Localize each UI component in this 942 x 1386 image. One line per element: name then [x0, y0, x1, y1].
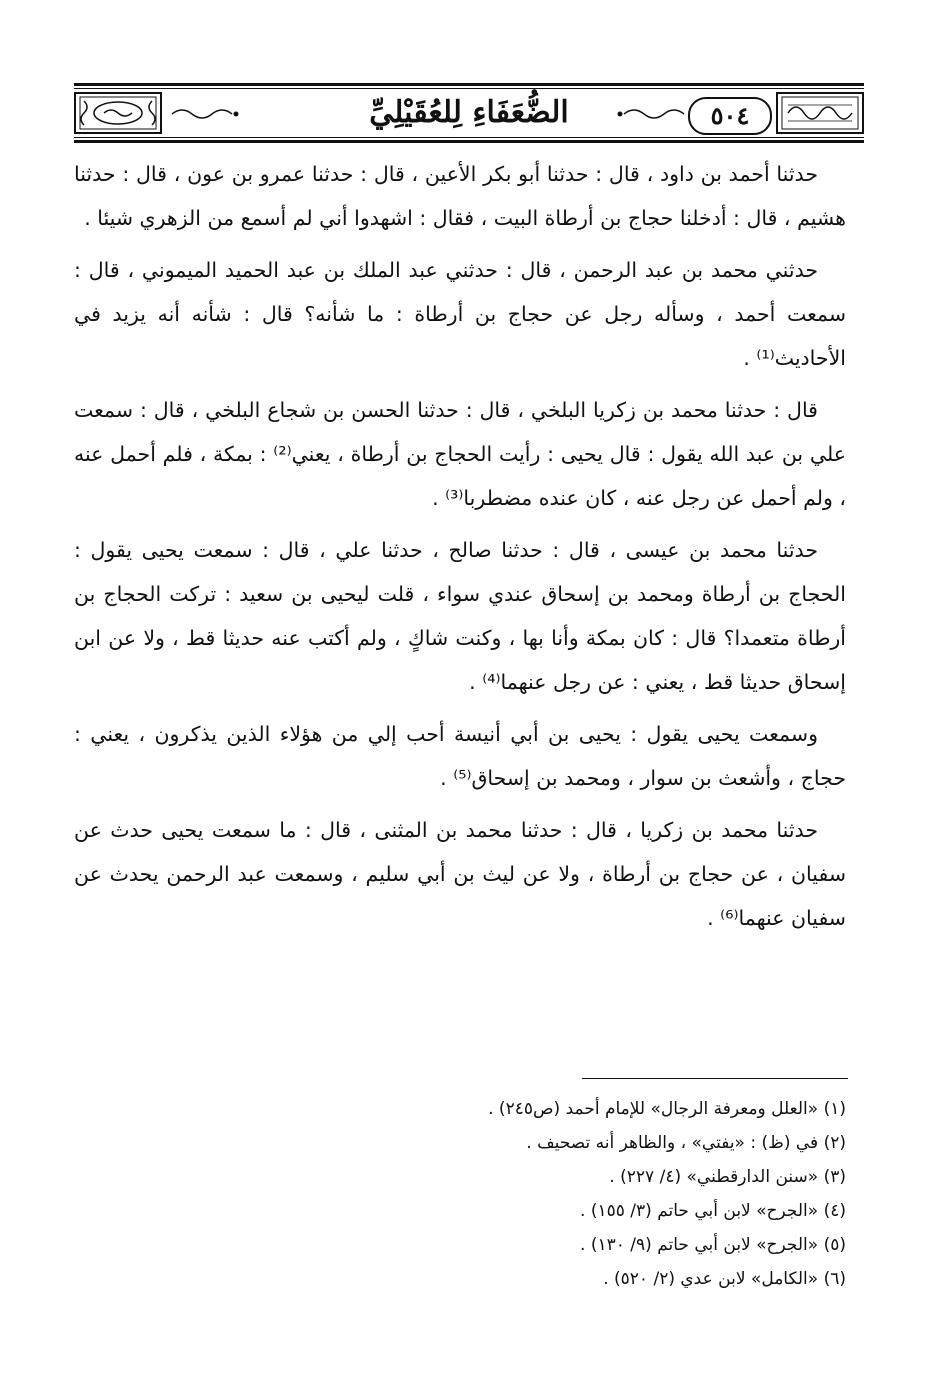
footnote: (٥) «الجرح» لابن أبي حاتم (٩/ ١٣٠) .	[580, 1235, 846, 1255]
running-title: الضُّعَفَاءِ لِلعُقَيْلِيِّ	[369, 95, 569, 130]
flourish-icon	[616, 105, 686, 123]
text-paragraph: قال : حدثنا محمد بن زكريا البلخي ، قال : حدثنا الحسن بن شجاع البلخي ، قال : سمعت علي بن عبد الله يقول : قال يحيى : رأيت الحجاج بن أرطاة ، يعني⁽²⁾ : بمكة ، فلم أحمل عنه ، ولم أحمل عن رجل عنه ، كان عنده مضطربا⁽³⁾ .	[74, 398, 846, 510]
text-paragraph: حدثنا محمد بن زكريا ، قال : حدثنا محمد بن المثنى ، قال : ما سمعت يحيى حدث عن سفيان ، عن حجاج بن أرطاة ، ولا عن ليث بن أبي سليم ، وسمعت عبد الرحمن يحدث عن سفيان عنهما⁽⁶⁾ .	[74, 818, 846, 930]
page-number: ٥٠٤	[688, 97, 772, 135]
flourish-icon	[170, 105, 240, 123]
text-paragraph: حدثنا أحمد بن داود ، قال : حدثنا أبو بكر الأعين ، قال : حدثنا عمرو بن عون ، قال : حدثنا هشيم ، قال : أدخلنا حجاج بن أرطاة البيت ، فقال : اشهدوا أني لم أسمع من الزهري شيئا .	[74, 162, 846, 230]
main-text	[74, 152, 846, 948]
header-rule	[74, 88, 864, 89]
footnote: (٣) «سنن الدارقطني» (٤/ ٢٢٧) .	[609, 1167, 846, 1187]
decorative-cartouche-icon	[776, 92, 864, 134]
header-rule	[74, 140, 864, 143]
decorative-cartouche-icon	[74, 92, 162, 134]
header-rule	[74, 83, 864, 86]
footnote-divider	[582, 1078, 848, 1079]
footnote: (٤) «الجرح» لابن أبي حاتم (٣/ ١٥٥) .	[580, 1201, 846, 1221]
text-paragraph: حدثني محمد بن عبد الرحمن ، قال : حدثني عبد الملك بن عبد الحميد الميموني ، قال : سمعت أحمد ، وسأله رجل عن حجاج بن أرطاة : ما شأنه؟ قال : شأنه أنه يزيد في الأحاديث⁽¹⁾ .	[74, 258, 846, 370]
page-header	[74, 83, 864, 143]
footnote: (٦) «الكامل» لابن عدي (٢/ ٥٢٠) .	[603, 1269, 846, 1289]
text-paragraph: وسمعت يحيى يقول : يحيى بن أبي أنيسة أحب إلي من هؤلاء الذين يذكرون ، يعني : حجاج ، وأشعث بن سوار ، ومحمد بن إسحاق⁽⁵⁾ .	[74, 722, 846, 790]
footnote: (١) «العلل ومعرفة الرجال» للإمام أحمد (ص٢٤٥) .	[488, 1099, 846, 1119]
header-rule	[74, 137, 864, 138]
footnote: (٢) في (ظ) : «يفتي» ، والظاهر أنه تصحيف .	[526, 1133, 846, 1153]
footnotes	[74, 1092, 846, 1296]
text-paragraph: حدثنا محمد بن عيسى ، قال : حدثنا صالح ، حدثنا علي ، قال : سمعت يحيى يقول : الحجاج بن أرطاة ومحمد بن إسحاق عندي سواء ، قلت ليحيى بن سعيد : تركت الحجاج بن أرطاة متعمدا؟ قال : كان بمكة وأنا بها ، وكنت شاكٍ ، ولم أكتب عنه حديثا قط ، ولا عن ابن إسحاق حديثا قط ، يعني : عن رجل عنهما⁽⁴⁾ .	[74, 538, 846, 694]
